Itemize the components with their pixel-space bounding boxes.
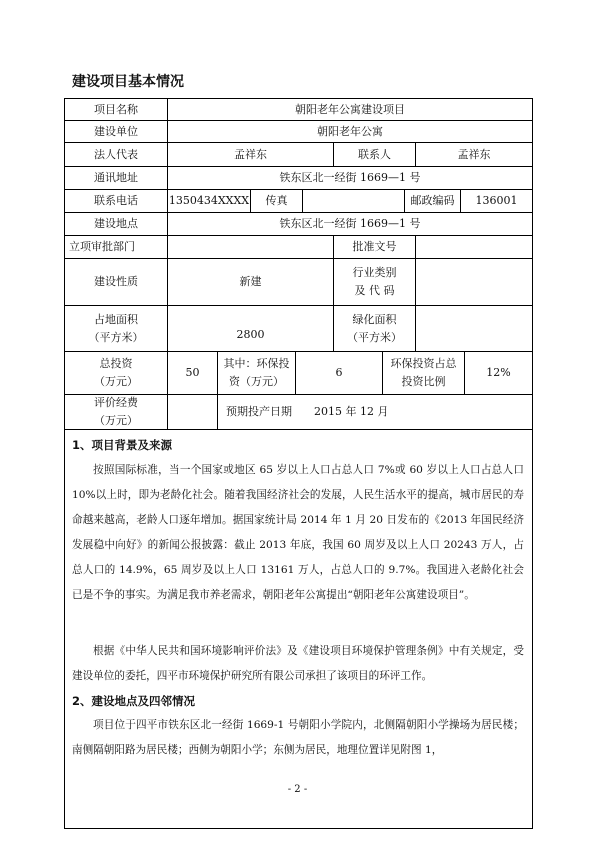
value-env-investment: 6 (295, 351, 383, 395)
label-site: 建设地点 (64, 212, 168, 236)
value-nature: 新建 (167, 258, 334, 306)
label-approval: 立项审批部门 (64, 235, 168, 259)
value-eval-fee (167, 394, 218, 430)
section-1-heading: 1、项目背景及来源 (72, 438, 173, 452)
label-investment (64, 351, 168, 395)
section-1-paragraph-1: 按照国际标准，当一个国家或地区 65 岁以上人口占总人口 7%或 60 岁以上人口占总人口 10%以上时，即为老龄化社会。随着我国经济社会的发展，人民生活水平的提高，城市居民的寿命越来越高，老龄人口逐年增加。据国家统计局 2014 年 1 月 20 日发布的《2013 年国民经济发展稳中向好》的新闻公报披露：截止 2013 年底，我国 60 周岁及以上人口 20243 万人，占总人口的 14.9%，65 周岁及以上人口 13161 万人，占总人口的 9.7%。我国进入老龄化社会已是不争的事实。为满足我市养老需求，朝阳老年公寓提出“朝阳老年公寓建设项目”。 (72, 464, 524, 601)
label-industry-line2: 及 代 码 (354, 284, 395, 297)
label-production-date: 预期投产日期 (226, 405, 292, 418)
label-investment-line2: （万元） (94, 375, 138, 388)
label-ratio-line2: 投资比例 (401, 375, 446, 388)
label-address: 通讯地址 (64, 166, 168, 190)
label-eval-line2: （万元） (94, 414, 138, 427)
section-title: 建设项目基本情况 (72, 74, 184, 90)
label-fax: 传真 (250, 189, 303, 213)
value-investment: 50 (167, 351, 218, 395)
production-date-cell (217, 394, 533, 430)
label-area-line1: 占地面积 (94, 312, 138, 326)
label-contact: 联系人 (333, 142, 416, 167)
value-postcode: 136001 (460, 189, 533, 213)
label-ratio-line1: 环保投资占总 (390, 357, 457, 370)
value-production-date: 2015 年 12 月 (314, 405, 389, 418)
value-project-name: 朝阳老年公寓建设项目 (167, 98, 533, 121)
section-1-paragraph-2: 根据《中华人民共和国环境影响评价法》及《建设项目环境保护管理条例》中有关规定，受建设单位的委托，四平市环境保护研究所有限公司承担了该项目的环评工作。 (72, 645, 524, 682)
section-2-heading: 2、建设地点及四邻情况 (72, 694, 196, 708)
value-industry (415, 258, 533, 306)
value-builder: 朝阳老年公寓 (167, 120, 533, 143)
label-approval-doc: 批准文号 (333, 235, 416, 259)
label-postcode: 邮政编码 (404, 189, 461, 213)
value-site: 铁东区北一经街 1669—1 号 (167, 212, 533, 236)
label-industry (333, 258, 416, 306)
value-approval-doc (415, 235, 533, 259)
label-project-name: 项目名称 (64, 98, 168, 121)
label-legal-rep: 法人代表 (64, 142, 168, 167)
section-2-paragraph-1: 项目位于四平市铁东区北一经街 1669-1 号朝阳小学院内，北侧隔朝阳小学操场为居民楼；南侧隔朝阳路为居民楼；西侧为朝阳小学；东侧为居民，地理位置详见附图 1， (72, 719, 524, 756)
label-eval-fee (64, 394, 168, 430)
value-approval (167, 235, 334, 259)
value-fax (302, 189, 405, 213)
label-green-line1: 绿化面积 (352, 312, 397, 326)
label-eval-line1: 评价经费 (94, 396, 138, 409)
label-industry-line1: 行业类别 (352, 266, 397, 279)
label-area (64, 305, 168, 352)
label-green-line2: （平方米） (347, 330, 402, 344)
value-phone: 1350434XXXX (167, 189, 251, 213)
label-builder: 建设单位 (64, 120, 168, 143)
label-env-investment (217, 351, 296, 395)
label-env-ratio (382, 351, 465, 395)
value-contact: 孟祥东 (415, 142, 533, 167)
label-env-line1: 其中：环保投 (223, 357, 290, 370)
label-area-line2: （平方米） (88, 330, 144, 344)
value-legal-rep: 孟祥东 (167, 142, 334, 167)
label-env-line2: 资（万元） (229, 375, 284, 388)
page-number: - 2 - (287, 784, 308, 795)
value-address: 铁东区北一经街 1669—1 号 (167, 166, 533, 190)
label-investment-line1: 总投资 (99, 357, 133, 370)
value-env-ratio: 12% (464, 351, 533, 395)
value-green-area (415, 305, 533, 352)
label-nature: 建设性质 (64, 258, 168, 306)
label-green-area (333, 305, 416, 352)
value-area: 2800 (167, 305, 334, 352)
label-phone: 联系电话 (64, 189, 168, 213)
